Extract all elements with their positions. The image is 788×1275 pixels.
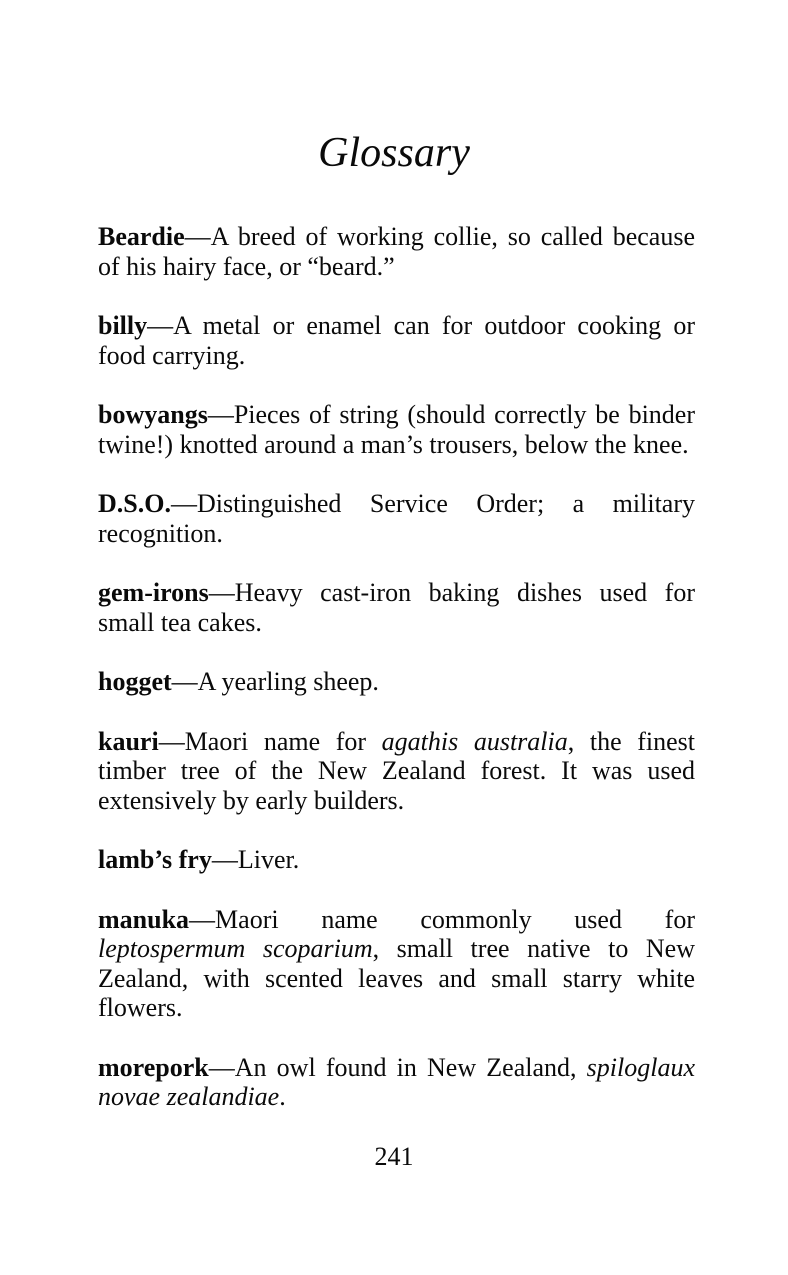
glossary-entry xyxy=(98,489,695,548)
entry-definition xyxy=(98,727,695,815)
entry-term: kauri xyxy=(98,726,159,756)
entry-term: bowyangs xyxy=(98,400,208,430)
definition-segment: —A yearling sheep. xyxy=(171,667,379,697)
entry-definition xyxy=(98,489,695,548)
entry-definition xyxy=(172,667,379,696)
entry-term: D.S.O. xyxy=(98,489,171,519)
definition-segment: —Distinguished Service Order; a military recognition. xyxy=(98,489,695,548)
entry-term: Beardie xyxy=(98,222,185,252)
glossary-entry xyxy=(98,222,695,281)
definition-segment: —A breed of working collie, so called because of his hairy face, or “beard.” xyxy=(98,222,695,281)
entry-term: manuka xyxy=(98,904,190,934)
definition-italic-segment: agathis australia xyxy=(381,726,568,756)
page-title: Glossary xyxy=(318,130,470,176)
entry-definition xyxy=(212,845,299,874)
definition-segment: —An owl found in New Zealand, xyxy=(208,1052,587,1082)
definition-segment: —Liver. xyxy=(211,845,300,875)
glossary-entry xyxy=(98,727,695,816)
page-number: 241 xyxy=(374,1142,414,1171)
definition-segment: . xyxy=(279,1082,286,1112)
definition-italic-segment: leptospermum scoparium xyxy=(98,934,373,964)
entry-term: gem-irons xyxy=(98,578,209,608)
glossary-entry xyxy=(98,905,695,1023)
glossary-entry xyxy=(98,311,695,370)
entry-definition xyxy=(98,311,695,370)
definition-italic-segment: spiloglaux novae zealandiae xyxy=(98,1052,695,1112)
glossary-list xyxy=(98,222,695,1112)
glossary-entry xyxy=(98,1053,695,1112)
glossary-entry xyxy=(98,667,695,697)
glossary-entry xyxy=(98,400,695,459)
entry-definition xyxy=(98,222,695,281)
definition-segment: —A metal or enamel can for outdoor cooking or food carrying. xyxy=(98,311,695,370)
definition-segment: —Heavy cast-iron baking dishes used for small tea cakes. xyxy=(98,578,695,637)
definition-segment: , small tree native to New Zealand, with scented leaves and small starry white flowers. xyxy=(98,934,695,1023)
entry-term: lamb’s fry xyxy=(98,845,212,875)
definition-segment: —Maori name for xyxy=(158,726,382,756)
definition-segment: —Maori name commonly used for xyxy=(189,904,695,934)
entry-term: morepork xyxy=(98,1052,209,1082)
glossary-entry xyxy=(98,578,695,637)
definition-segment: , the finest timber tree of the New Zealand forest. It was used extensively by early builders. xyxy=(98,726,695,815)
entry-term: hogget xyxy=(98,667,172,697)
definition-segment: —Pieces of string (should correctly be binder twine!) knotted around a man’s trousers, below the knee. xyxy=(98,400,695,459)
entry-term: billy xyxy=(98,311,148,341)
glossary-entry xyxy=(98,845,695,875)
